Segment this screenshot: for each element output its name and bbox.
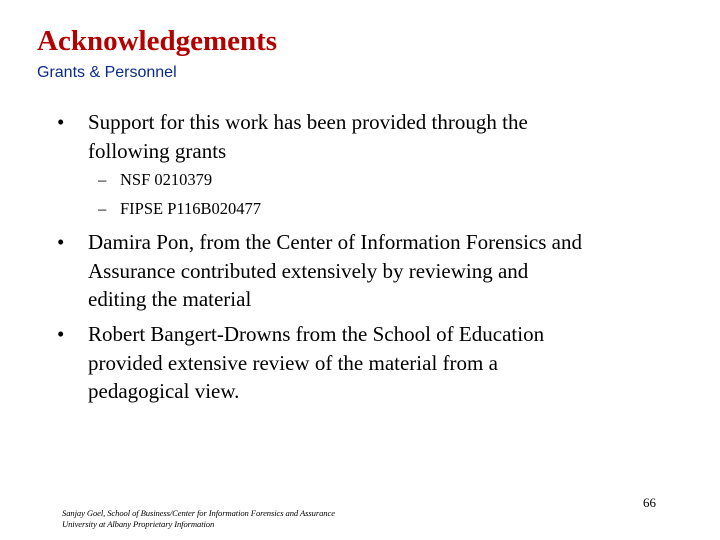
sub-item-text: NSF 0210379 <box>120 170 213 189</box>
bullet-line: Assurance contributed extensively by reviewing and <box>88 258 529 283</box>
bullet-item-grants <box>57 108 678 165</box>
bullet-item-robert-bangert-drowns <box>57 320 678 406</box>
bullet-line: pedagogical view. <box>88 379 240 403</box>
sub-item-nsf-grant <box>98 170 213 190</box>
bullet-marker: • <box>57 230 65 254</box>
bullet-marker: • <box>57 110 65 134</box>
bullet-line: editing the material <box>88 287 252 311</box>
bullet-item-damira-pon <box>57 228 678 314</box>
bullet-line: following grants <box>88 138 227 163</box>
footer-proprietary-line: University at Albany Proprietary Information <box>62 519 215 529</box>
bullet-line: provided extensive review of the material from a <box>88 350 498 375</box>
bullet-line: Support for this work has been provided through the <box>88 110 528 134</box>
sub-item-text: FIPSE P116B020477 <box>120 199 262 218</box>
page-number: 66 <box>643 495 656 510</box>
bullet-marker: • <box>57 322 65 346</box>
bullet-line: Damira Pon, from the Center of Information Forensics and <box>88 230 582 254</box>
sub-item-marker: – <box>98 199 107 218</box>
slide-subtitle: Grants & Personnel <box>37 64 177 81</box>
slide-title: Acknowledgements <box>37 25 278 57</box>
sub-item-fipse-grant <box>98 199 262 219</box>
footer-author-line: Sanjay Goel, School of Business/Center for Information Forensics and Assurance <box>62 508 335 518</box>
sub-item-marker: – <box>98 170 107 189</box>
bullet-line: Robert Bangert-Drowns from the School of Education <box>88 322 545 346</box>
slide-footer <box>62 508 335 530</box>
